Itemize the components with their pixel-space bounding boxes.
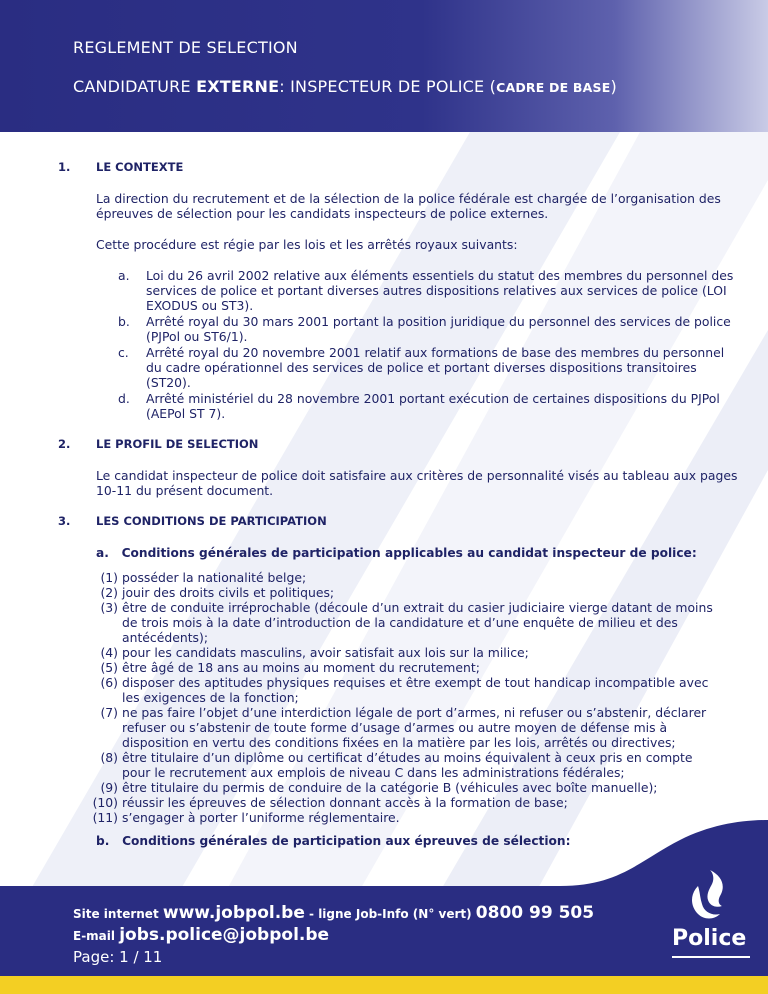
header-band	[0, 0, 768, 132]
list-item-line: services de police et portant diverses autres dispositions relatives aux services de police (LOI	[146, 283, 727, 298]
list-item-line: de trois mois à la date d’introduction de la candidature et d’une enquête de milieu et des	[122, 615, 678, 630]
list-item-line: (ST20).	[146, 375, 191, 390]
list-item-line: EXODUS ou ST3).	[146, 298, 254, 313]
list-item-line: (PJPol ou ST6/1).	[146, 329, 248, 344]
section-2-title: LE PROFIL DE SELECTION	[96, 437, 259, 451]
footer-contact-line: Site internet www.jobpol.be - ligne Job-Info (N° vert) 0800 99 505	[73, 903, 595, 923]
list-item-line: les exigences de la fonction;	[122, 690, 299, 705]
section-1-title: LE CONTEXTE	[96, 160, 184, 174]
list-item-line: (AEPol ST 7).	[146, 406, 226, 421]
list-item-line: disposition en vertu des conditions fixées en la matière par les lois, arrêtés ou directives;	[122, 735, 676, 750]
footer-yellow-bar	[0, 976, 768, 994]
header-subtitle: CANDIDATURE EXTERNE: INSPECTEUR DE POLICE (CADRE DE BASE)	[73, 77, 617, 96]
section-3-title: LES CONDITIONS DE PARTICIPATION	[96, 514, 327, 528]
section-1-paragraph-1-line-2: épreuves de sélection pour les candidats inspecteurs de police externes.	[96, 206, 549, 221]
police-logo-text: Police	[672, 926, 747, 951]
email-link[interactable]: jobs.police@jobpol.be	[119, 925, 330, 945]
list-item-line: refuser ou s’abstenir de toute forme d’usage d’armes ou autre moyen de défense mis à	[122, 720, 668, 735]
footer-email-line: E-mail jobs.police@jobpol.be	[73, 925, 330, 945]
header-title: REGLEMENT DE SELECTION	[73, 38, 298, 57]
section-2-paragraph-line-2: 10-11 du présent document.	[96, 483, 274, 498]
section-1-number: 1.	[58, 160, 71, 174]
website-link[interactable]: www.jobpol.be	[162, 903, 305, 923]
section-1-paragraph-2: Cette procédure est régie par les lois et les arrêtés royaux suivants:	[96, 237, 518, 252]
section-2-number: 2.	[58, 437, 71, 451]
section-2-paragraph-line-1: Le candidat inspecteur de police doit satisfaire aux critères de personnalité visés au tableau aux pages	[96, 468, 738, 483]
section-3-subtitle-a: a. Conditions générales de participation applicables au candidat inspecteur de police:	[96, 546, 697, 560]
page-number: Page: 1 / 11	[73, 948, 163, 966]
section-3-number: 3.	[58, 514, 71, 528]
section-1-paragraph-1-line-1: La direction du recrutement et de la sélection de la police fédérale est chargée de l’organisation des	[96, 191, 721, 206]
police-logo-underline	[672, 956, 750, 958]
list-item-line: du cadre opérationnel des services de police et portant diverses dispositions transitoires	[146, 360, 697, 375]
list-item-line: pour le recrutement aux emplois de niveau C dans les administrations fédérales;	[122, 765, 625, 780]
jobinfo-phone: 0800 99 505	[475, 903, 595, 923]
section-3-subtitle-b: b. Conditions générales de participation aux épreuves de sélection:	[96, 834, 571, 848]
list-item-line: antécédents);	[122, 630, 209, 645]
